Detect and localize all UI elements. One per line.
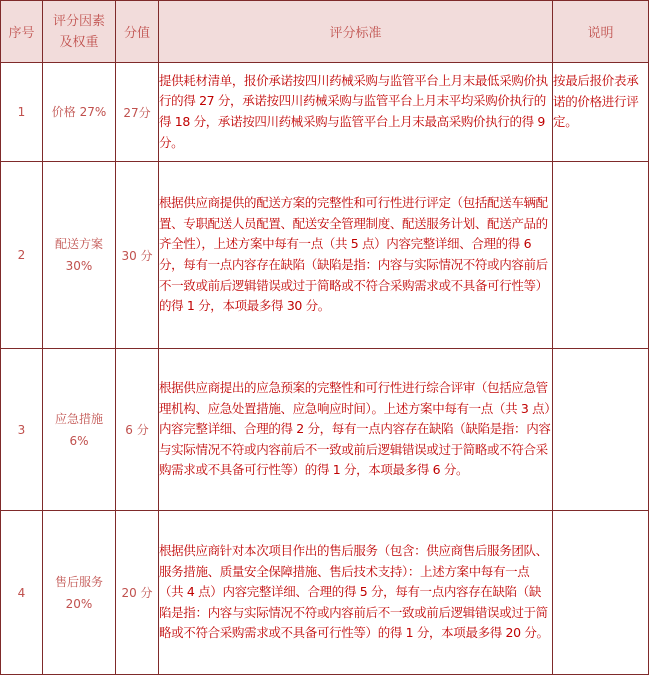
row-index: 2 [1,162,43,349]
factor-weight: 30% [65,259,93,273]
table-row [1,349,649,511]
points-cell: 20 分 [116,511,159,675]
factor-cell [43,349,116,511]
factor-weight: 6% [69,433,89,448]
header-row [1,1,649,63]
header-note: 说明 [553,1,649,63]
factor-cell [43,63,116,162]
table-row [1,511,649,675]
header-factor-line2: 及权重 [59,34,99,50]
standard-cell: 提供耗材清单，报价承诺按四川药械采购与监管平台上月末最低采购价执行的得 27 分，承诺按四川药械采购与监管平台上月末平均采购价执行的得 18 分，承诺按四川药械采购与监管平台上月末最高采购价执行的得 9 分。 [159,63,553,162]
points-cell: 6 分 [116,349,159,511]
points-cell: 27分 [116,63,159,162]
row-index: 1 [1,63,43,162]
row-index: 4 [1,511,43,675]
points-cell: 30 分 [116,162,159,349]
table-row [1,63,649,162]
factor-name: 应急措施 [54,411,103,426]
header-factor [43,1,116,63]
header-index: 序号 [1,1,43,63]
note-cell [553,511,649,675]
factor-name: 配送方案 [54,237,103,251]
factor-name: 价格 [51,105,76,119]
factor-cell [43,511,116,675]
table-row [1,162,649,349]
header-standard: 评分标准 [159,1,553,63]
standard-cell: 根据供应商提出的应急预案的完整性和可行性进行综合评审（包括应急管理机构、应急处置措施、应急响应时间）。上述方案中每有一点（共 3 点）内容完整详细、合理的得 2 分，每有一点内容存在缺陷（缺陷是指：内容与实际情况不符或内容前后不一致或前后逻辑错误或过于简略或不符合采购需求或不具备可行性等）的得 1 分，本项最多得 6 分。 [159,349,553,511]
note-cell [553,162,649,349]
factor-cell [43,162,116,349]
factor-name: 售后服务 [54,574,103,589]
header-factor-line1: 评分因素 [52,13,105,29]
note-cell: 按最后报价表承诺的价格进行评定。 [553,63,649,162]
standard-cell: 根据供应商提供的配送方案的完整性和可行性进行评定（包括配送车辆配置、专职配送人员配置、配送安全管理制度、配送服务计划、配送产品的齐全性），上述方案中每有一点（共 5 点）内容完整详细、合理的得 6 分，每有一点内容存在缺陷（缺陷是指：内容与实际情况不符或内容前后不一致或前后逻辑错误或过于简略或不符合采购需求或不具备可行性等）的得 1 分，本项最多得 30 分。 [159,162,553,349]
header-points: 分值 [116,1,159,63]
factor-weight: 20% [65,596,93,611]
row-index: 3 [1,349,43,511]
factor-weight: 27% [79,105,107,119]
standard-cell: 根据供应商针对本次项目作出的售后服务（包含：供应商售后服务团队、服务措施、质量安全保障措施、售后技术支持）：上述方案中每有一点（共 4 点）内容完整详细、合理的得 5 分，每有一点内容存在缺陷（缺陷是指：内容与实际情况不符或内容前后不一致或前后逻辑错误或过于简略或不符合采购需求或不具备可行性等）的得 1 分，本项最多得 20 分。 [159,511,553,675]
note-cell [553,349,649,511]
